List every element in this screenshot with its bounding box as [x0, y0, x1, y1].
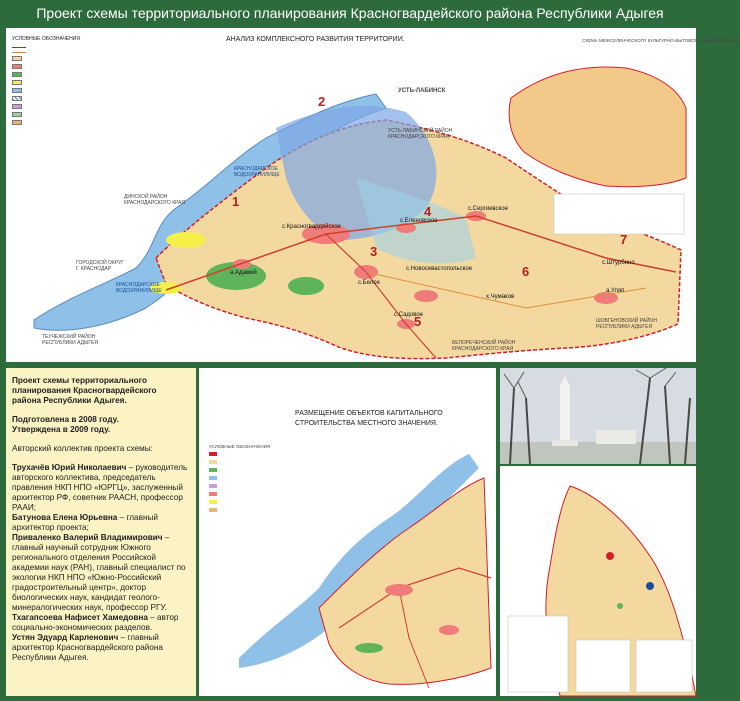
author-role: – главный научный сотрудник Южного регионального отделения Российской академии наук (РАН), главный специалист по экологии НКП НПО «Южно-Российский градостроительный центр», доктор биологических наук, кандидат геолого-минералогических наук, профессор РГУ. — [12, 533, 186, 612]
settlement-novosevastopolskoe — [414, 290, 438, 302]
author-entry — [12, 513, 190, 533]
region-label: КРАСНОДАРСКОЕ ВОДОХРАНИЛИЩЕ — [116, 282, 162, 294]
author-role: – главный архитектор проекта; — [12, 513, 158, 532]
upper-map-svg — [6, 28, 696, 362]
town-label: с.Красногвардейское — [282, 224, 341, 230]
lower-map-panel — [199, 368, 496, 696]
project-heading: планирования Красногвардейского — [12, 386, 157, 395]
upper-map-heading: АНАЛИЗ КОМПЛЕКСНОГО РАЗВИТИЯ ТЕРРИТОРИИ. — [226, 36, 405, 43]
lower-map-heading: СТРОИТЕЛЬСТВА МЕСТНОГО ЗНАЧЕНИЯ. — [295, 420, 438, 427]
region-label: УСТЬ-ЛАБИНСКИЙ РАЙОН КРАСНОДАРСКОГО КРАЯ — [388, 128, 453, 140]
region-label: БЕЛОРЕЧЕНСКИЙ РАЙОН КРАСНОДАРСКОГО КРАЯ — [452, 340, 516, 352]
lower-settlement — [439, 625, 459, 635]
inset-legend — [554, 194, 684, 234]
zone-number-6: 6 — [522, 264, 530, 279]
author-name: Батунова Елена Юрьевна — [12, 513, 118, 522]
lower-map-svg — [199, 368, 496, 696]
author-name: Приваленко Валерий Владимирович — [12, 533, 163, 542]
monument-photo-svg — [500, 368, 696, 464]
zone-number-4: 4 — [424, 204, 432, 219]
lower-forest — [355, 643, 383, 653]
author-entry — [12, 613, 190, 633]
obelisk — [560, 386, 570, 444]
town-label: х.Чумаков — [486, 294, 515, 300]
prepared-line: Подготовлена в 2008 году. — [12, 415, 119, 424]
zone-number-2: 2 — [318, 94, 326, 109]
region-label: ГОРОДСКОЙ ОКРУГ Г. КРАСНОДАР — [76, 260, 124, 272]
upper-map-panel — [6, 28, 740, 362]
authors-intro: Авторский коллектив проекта схемы: — [12, 444, 153, 453]
region-label: КРАСНОДАРСКОЕ ВОДОХРАНИЛИЩЕ — [234, 166, 280, 178]
author-name: Трухачёв Юрий Николаевич — [12, 463, 127, 472]
lower-legend-title: УСЛОВНЫЕ ОБОЗНАЧЕНИЯ — [209, 444, 271, 449]
project-heading: района Республики Адыгея. — [12, 396, 127, 405]
zone-number-5: 5 — [414, 314, 422, 329]
author-name: Устян Эдуард Карленович — [12, 633, 119, 642]
author-role: – главный архитектор Красногвардейского района Республики Адыгея. — [12, 633, 163, 662]
lower-legend-swatches — [209, 452, 217, 512]
region-label: ШОВГЕНОВСКИЙ РАЙОН РЕСПУБЛИКИ АДЫГЕЯ — [596, 318, 658, 330]
author-role: – автор социально-экономических разделов. — [12, 613, 179, 632]
town-label: а.Адамий — [230, 270, 257, 276]
approved-line: Утверждена в 2009 году. — [12, 425, 111, 434]
legend-box-svg — [500, 466, 696, 696]
inset-map — [509, 67, 686, 187]
town-label: с.Новосевастопольское — [406, 266, 473, 272]
lower-map-heading: РАЗМЕЩЕНИЕ ОБЪЕКТОВ КАПИТАЛЬНОГО — [295, 410, 443, 417]
author-entry — [12, 633, 190, 663]
authors-text-panel — [6, 368, 196, 696]
author-role: – руководитель авторского коллектива, председатель правления НКП НПО «ЮРГЦ», заслуженный архитектор РФ, советник РААСН, профессор РААИ; — [12, 463, 188, 512]
lower-map-legend-box — [500, 466, 696, 696]
project-heading: Проект схемы территориального — [12, 376, 147, 385]
zone-number-3: 3 — [370, 244, 378, 259]
region-label: ДИНСКОЙ РАЙОН КРАСНОДАРСКОГО КРАЯ — [124, 194, 186, 206]
author-name: Тхагапсоева Нафисет Хамедовна — [12, 613, 148, 622]
town-label: с.Сергиевское — [468, 206, 509, 212]
agri-patch-1 — [166, 232, 206, 248]
author-entry — [12, 463, 190, 513]
zone-number-7: 7 — [620, 232, 628, 247]
inset-caption: СХЕМА МЕЖСЕЛЕНЧЕСКОГО КУЛЬТУРНО-БЫТОВОГО ОБСЛУЖИВАНИЯ — [582, 38, 740, 43]
town-label: с.Штурбино — [602, 260, 635, 266]
monument-photo — [500, 368, 696, 464]
forest-patch-2 — [288, 277, 324, 295]
legend-title: УСЛОВНЫЕ ОБОЗНАЧЕНИЯ — [12, 36, 80, 42]
region-label: УСТЬ-ЛАБИНСК — [398, 88, 446, 94]
town-label: а.Уляп — [606, 288, 625, 294]
lower-settlement — [385, 584, 413, 596]
page-title: Проект схемы территориального планирования Красногвардейского района Республики Адыгея — [0, 0, 700, 26]
town-label: с.Белое — [358, 280, 380, 286]
town-label: с.Садовое — [394, 312, 424, 318]
author-entry — [12, 533, 190, 613]
zone-number-1: 1 — [232, 194, 240, 209]
town-label: с.Еленовское — [400, 218, 438, 224]
region-label: ТЕУЧЕЖСКИЙ РАЙОН РЕСПУБЛИКИ АДЫГЕЯ — [42, 334, 99, 346]
memorial-wall — [596, 430, 636, 444]
